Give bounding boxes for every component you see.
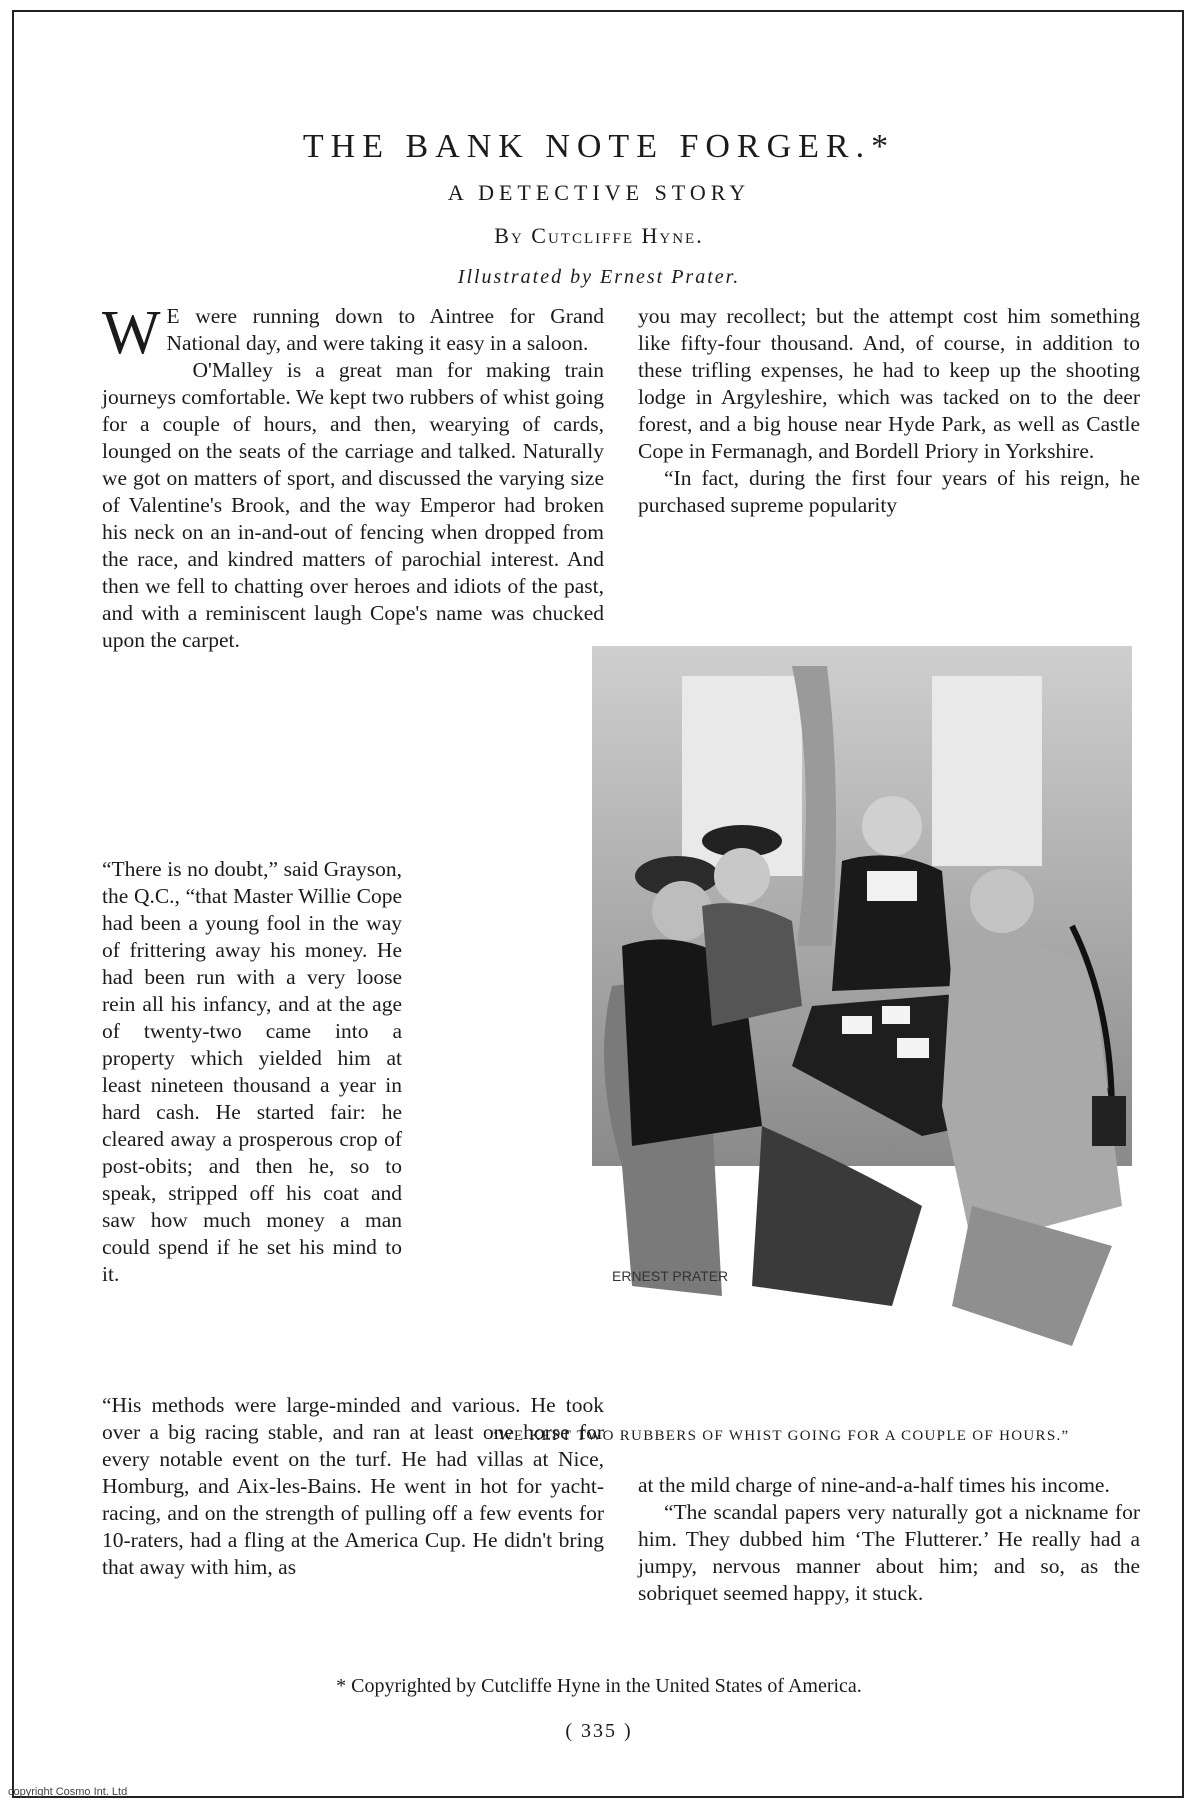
paragraph-7: at the mild charge of nine-and-a-half times his income.: [638, 1473, 1110, 1497]
illustrator-credit: Illustrated by Ernest Prater.: [457, 266, 741, 288]
shirt-front: [867, 871, 917, 901]
man-head: [862, 796, 922, 856]
page-number: ( 335 ): [565, 1720, 633, 1742]
illustration-caption: “WE KEPT TWO RUBBERS OF WHIST GOING FOR A COUPLE OF HOURS.”: [490, 1428, 1070, 1444]
playing-card: [842, 1016, 872, 1034]
window-right: [932, 676, 1042, 866]
man-head: [970, 869, 1034, 933]
drop-cap: W: [102, 299, 161, 367]
left-column: [102, 299, 604, 654]
legs: [952, 1206, 1112, 1346]
right-column-bottom: [638, 1472, 1140, 1607]
satchel: [1092, 1096, 1126, 1146]
paragraph-1: W E were running down to Aintree for Grand National day, and were taking it easy in a saloon.: [102, 299, 604, 367]
paragraph-2: O'Malley is a great man for making train journeys comfortable. We kept two rubbers of whist going for a couple of hours, and then, wearying of cards, lounged on the seats of the carriage and talked. Naturally we got on matters of sport, and discussed the varying size of Valentine's Brook, and the way Emperor had broken his neck on an in-and-out of fencing when dropped from the race, and kindred matters of parochial interest. And then we fell to chatting over heroes and idiots of the past, and with a reminiscent laugh Cope's name was chucked upon the carpet.: [102, 358, 604, 652]
paragraph-8: “The scandal papers very naturally got a nickname for him. They dubbed him ‘The Flutterer.’ He really had a jumpy, nervous manner about him; and so, as the sobriquet seemed happy, it stuck.: [638, 1500, 1140, 1605]
man-jacket: [702, 903, 802, 1026]
card-game-illustration: [592, 646, 1132, 1391]
article-byline: By Cutcliffe Hyne.: [494, 223, 704, 248]
footnote: * Copyrighted by Cutcliffe Hyne in the United States of America.: [336, 1675, 862, 1697]
left-column-bottom: [102, 1392, 604, 1581]
paragraph-5: you may recollect; but the attempt cost him something like fifty-four thousand. And, of course, in addition to these trifling expenses, he had to keep up the shooting lodge in Argyleshire, which was tacked on to the deer forest, and a big house near Hyde Park, as well as Castle Cope in Fermanagh, and Bordell Priory in Yorkshire.: [638, 304, 1140, 463]
illustration-drawing: [592, 646, 1132, 1391]
copyright-notice: copyright Cosmo Int. Ltd: [8, 1786, 128, 1798]
man-head: [714, 848, 770, 904]
article-title: THE BANK NOTE FORGER.*: [302, 128, 896, 165]
article-subtitle: A DETECTIVE STORY: [447, 180, 751, 205]
artist-signature: ERNEST PRATER: [612, 1268, 729, 1284]
playing-card: [882, 1006, 910, 1024]
playing-card: [897, 1038, 929, 1058]
paragraph-4: “His methods were large-minded and various. He took over a big racing stable, and ran at least one horse for every notable event on the turf. He had villas at Nice, Homburg, and Aix-les-Bains. He went in hot for yacht-racing, and on the strength of pulling off a few events for 10-raters, had a fling at the America Cup. He didn't bring that away with him, as: [102, 1393, 604, 1579]
paragraph-3: “There is no doubt,” said Grayson, the Q.C., “that Master Willie Cope had been a young fool in the way of frittering away his money. He had been run with a very loose rein all his infancy, and at the age of twenty-two came into a property which yielded him at least nineteen thousand a year in hard cash. He started fair: he cleared away a prosperous crop of post-obits; and then he, so to speak, stripped off his coat and saw how much money a man could spend if he set his mind to it.: [102, 857, 402, 1286]
paragraph-6: “In fact, during the first four years of his reign, he purchased supreme popularity: [638, 466, 1140, 517]
right-column-top: [638, 303, 1140, 519]
left-column-continued: [102, 856, 402, 1288]
